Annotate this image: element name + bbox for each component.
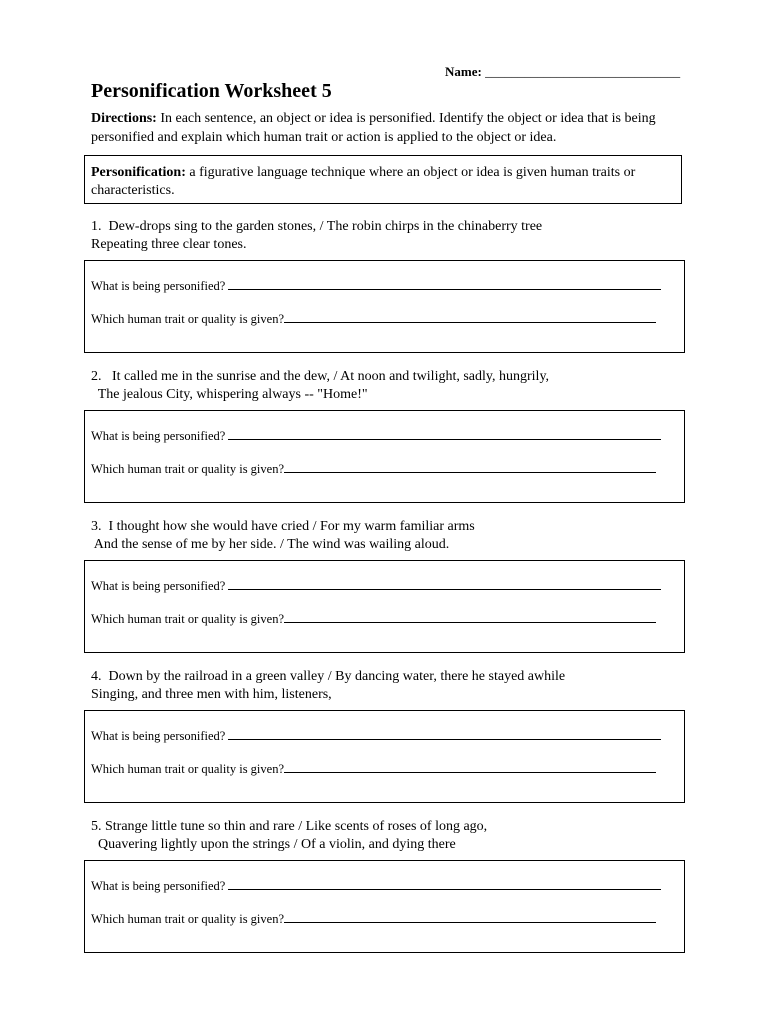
what-personified-row-3 — [91, 577, 661, 594]
name-label: Name: — [445, 64, 482, 79]
human-trait-row-4 — [91, 760, 656, 777]
what-personified-row-5 — [91, 877, 661, 894]
human-trait-label: Which human trait or quality is given? — [91, 762, 285, 776]
question-5-line-2: Quavering lightly upon the strings / Of a violin, and dying there — [91, 837, 456, 852]
what-personified-label: What is being personified? — [91, 429, 226, 443]
what-personified-label: What is being personified? — [91, 579, 226, 593]
human-trait-row-1 — [91, 310, 656, 327]
directions-label: Directions: — [91, 111, 157, 126]
human-trait-label: Which human trait or quality is given? — [91, 612, 285, 626]
page-title: Personification Worksheet 5 — [91, 80, 332, 102]
human-trait-label: Which human trait or quality is given? — [91, 462, 285, 476]
human-trait-answer-line[interactable] — [284, 460, 656, 473]
human-trait-row-3 — [91, 610, 656, 627]
what-personified-answer-line[interactable] — [228, 877, 661, 890]
definition-text: a figurative language technique where an object or idea is given human traits or characteristics. — [91, 165, 636, 198]
human-trait-label: Which human trait or quality is given? — [91, 912, 285, 926]
human-trait-row-2 — [91, 460, 656, 477]
what-personified-answer-line[interactable] — [228, 427, 661, 440]
what-personified-label: What is being personified? — [91, 879, 226, 893]
question-2-line-1: 2. It called me in the sunrise and the dew, / At noon and twilight, sadly, hungrily, — [91, 369, 550, 384]
human-trait-row-5 — [91, 910, 656, 927]
definition-box — [84, 155, 682, 204]
human-trait-answer-line[interactable] — [284, 310, 656, 323]
name-field[interactable] — [445, 64, 680, 80]
question-2-line-2: The jealous City, whispering always -- "Home!" — [91, 387, 368, 402]
definition-term: Personification: — [91, 165, 186, 180]
what-personified-label: What is being personified? — [91, 729, 226, 743]
question-3 — [91, 518, 711, 554]
answer-box-2 — [84, 410, 685, 503]
what-personified-answer-line[interactable] — [228, 277, 661, 290]
what-personified-answer-line[interactable] — [228, 727, 661, 740]
human-trait-answer-line[interactable] — [284, 760, 656, 773]
answer-box-3 — [84, 560, 685, 653]
question-3-line-1: 3. I thought how she would have cried / For my warm familiar arms — [91, 519, 475, 534]
question-3-line-2: And the sense of me by her side. / The wind was wailing aloud. — [91, 537, 450, 552]
what-personified-row-1 — [91, 277, 661, 294]
question-2 — [91, 368, 711, 404]
what-personified-row-4 — [91, 727, 661, 744]
question-4-line-1: 4. Down by the railroad in a green valley / By dancing water, there he stayed awhile — [91, 669, 566, 684]
name-blank[interactable]: ______________________________ — [485, 64, 681, 79]
question-4-line-2: Singing, and three men with him, listeners, — [91, 687, 332, 702]
question-1-line-2: Repeating three clear tones. — [91, 237, 247, 252]
answer-box-5 — [84, 860, 685, 953]
question-1-line-1: 1. Dew-drops sing to the garden stones, / The robin chirps in the chinaberry tree — [91, 219, 543, 234]
question-5-line-1: 5. Strange little tune so thin and rare / Like scents of roses of long ago, — [91, 819, 488, 834]
human-trait-answer-line[interactable] — [284, 910, 656, 923]
human-trait-label: Which human trait or quality is given? — [91, 312, 285, 326]
human-trait-answer-line[interactable] — [284, 610, 656, 623]
question-1 — [91, 218, 711, 254]
answer-box-1 — [84, 260, 685, 353]
what-personified-answer-line[interactable] — [228, 577, 661, 590]
answer-box-4 — [84, 710, 685, 803]
what-personified-label: What is being personified? — [91, 279, 226, 293]
directions — [91, 109, 691, 147]
what-personified-row-2 — [91, 427, 661, 444]
question-4 — [91, 668, 711, 704]
directions-text: In each sentence, an object or idea is personified. Identify the object or idea that is being personified and explain which human trait or action is applied to the object or idea. — [91, 111, 656, 145]
question-5 — [91, 818, 711, 854]
